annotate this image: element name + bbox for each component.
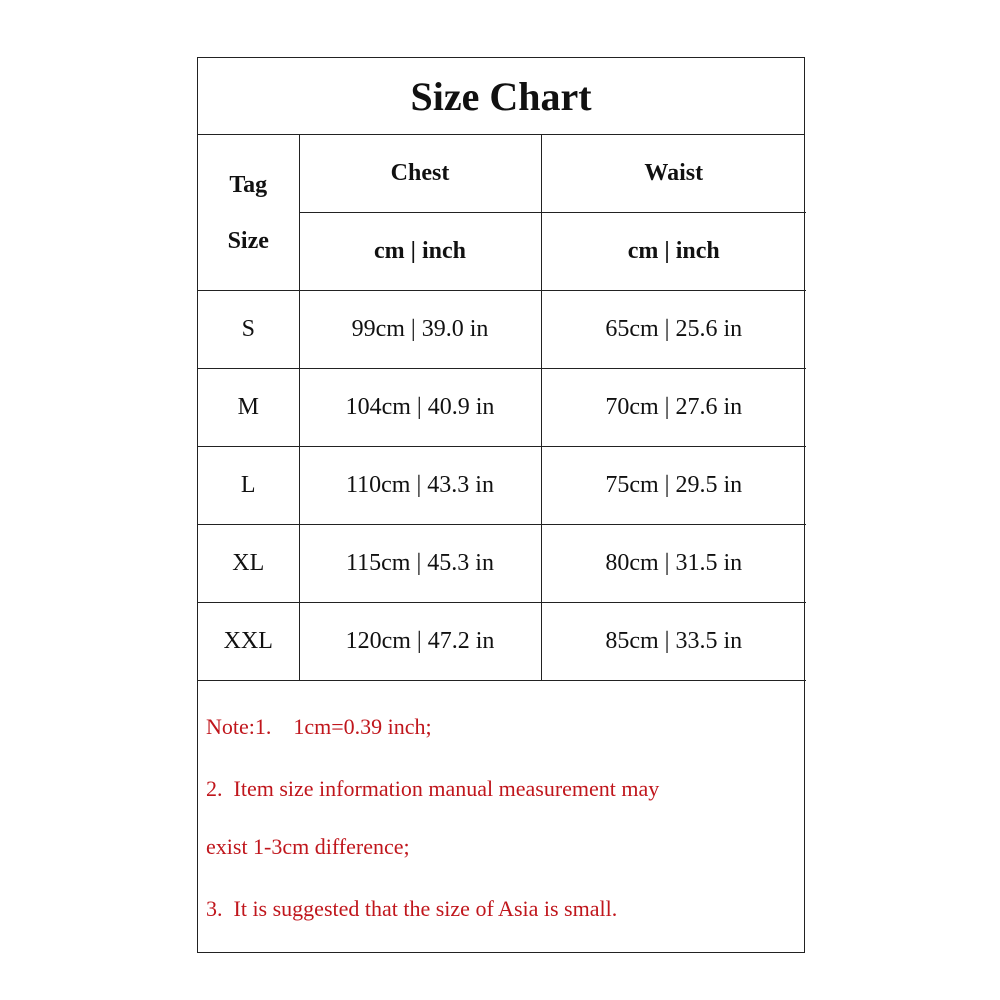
- table-row: [198, 525, 806, 603]
- size-cell: XL: [198, 525, 299, 603]
- chest-cell: 115cm | 45.3 in: [299, 525, 541, 603]
- note-line: exist 1-3cm difference;: [206, 834, 410, 859]
- chest-cell: 99cm | 39.0 in: [299, 291, 541, 369]
- header-row: [198, 135, 806, 213]
- chest-header: Chest: [299, 135, 541, 213]
- table-row: [198, 369, 806, 447]
- size-table: [198, 135, 806, 681]
- waist-cell: 75cm | 29.5 in: [541, 447, 806, 525]
- size-chart: [197, 57, 805, 953]
- tag-size-header: [198, 135, 299, 291]
- waist-cell: 70cm | 27.6 in: [541, 369, 806, 447]
- size-cell: S: [198, 291, 299, 369]
- size-cell: L: [198, 447, 299, 525]
- table-row: [198, 603, 806, 681]
- waist-unit-header: cm | inch: [541, 213, 806, 291]
- size-cell: XXL: [198, 603, 299, 681]
- chest-cell: 110cm | 43.3 in: [299, 447, 541, 525]
- note-line: Note:1. 1cm=0.39 inch;: [206, 714, 432, 739]
- size-cell: M: [198, 369, 299, 447]
- note-line: 2. Item size information manual measurement may: [206, 776, 660, 801]
- table-row: [198, 291, 806, 369]
- waist-header: Waist: [541, 135, 806, 213]
- table-row: [198, 447, 806, 525]
- waist-cell: 80cm | 31.5 in: [541, 525, 806, 603]
- chest-cell: 120cm | 47.2 in: [299, 603, 541, 681]
- chest-unit-header: cm | inch: [299, 213, 541, 291]
- tag-size-line1: Tag: [229, 171, 268, 198]
- chart-title: Size Chart: [198, 58, 804, 135]
- tag-size-line2: Size: [227, 227, 269, 254]
- note-line: 3. It is suggested that the size of Asia is small.: [206, 896, 618, 921]
- chest-cell: 104cm | 40.9 in: [299, 369, 541, 447]
- waist-cell: 65cm | 25.6 in: [541, 291, 806, 369]
- waist-cell: 85cm | 33.5 in: [541, 603, 806, 681]
